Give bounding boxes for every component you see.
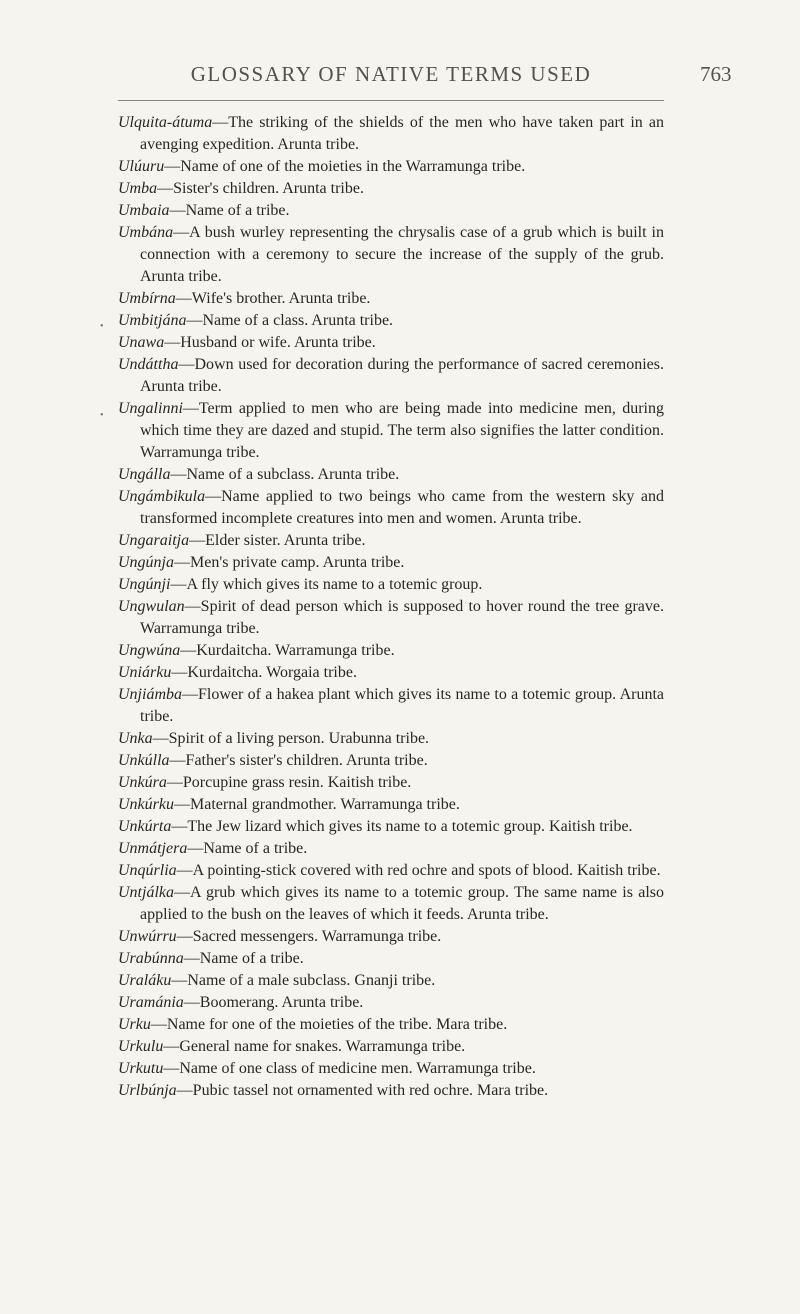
glossary-entry xyxy=(118,772,664,794)
entry-term: Uramánia xyxy=(118,994,184,1011)
glossary-entry xyxy=(118,1058,664,1080)
entry-term: Urabúnna xyxy=(118,950,184,967)
entry-term: Uniárku xyxy=(118,664,172,681)
entry-definition: Men's private camp. Arunta tribe. xyxy=(190,554,405,571)
entry-term: Umbána xyxy=(118,224,174,241)
glossary-entry xyxy=(118,1080,664,1102)
glossary-entry xyxy=(118,574,664,596)
entry-definition: Name of a male subclass. Gnanji tribe. xyxy=(187,972,436,989)
entry-term: Unkúlla xyxy=(118,752,170,769)
glossary-entry xyxy=(118,794,664,816)
entry-dash: — xyxy=(174,554,190,571)
entry-term: Uraláku xyxy=(118,972,172,989)
entry-definition: Flower of a hakea plant which gives its name to a totemic group. Arunta tribe. xyxy=(140,686,664,725)
entry-definition: Name of a subclass. Arunta tribe. xyxy=(186,466,400,483)
entry-dash: — xyxy=(169,752,186,769)
entry-term: Unqúrlia xyxy=(118,862,177,879)
entry-definition: Maternal grandmother. Warramunga tribe. xyxy=(189,796,460,813)
entry-dash: — xyxy=(176,928,193,945)
entry-dash: — xyxy=(170,466,187,483)
entry-dash: — xyxy=(164,334,181,351)
glossary-entry xyxy=(118,816,664,838)
entry-definition: Spirit of dead person which is supposed to hover round the tree grave. Warramunga tribe. xyxy=(140,598,664,637)
glossary-entry xyxy=(118,948,664,970)
entry-dash: — xyxy=(163,1060,180,1077)
entry-definition: Name of a tribe. xyxy=(203,840,308,857)
entry-term: Ungalinni xyxy=(118,400,183,417)
entry-dash: — xyxy=(174,884,190,901)
glossary-entry xyxy=(118,112,664,156)
entry-term: Ulúuru xyxy=(118,158,165,175)
entry-dash: — xyxy=(150,1016,167,1033)
entry-dash: — xyxy=(180,642,197,659)
entry-definition: Father's sister's children. Arunta tribe. xyxy=(185,752,428,769)
entry-dash: — xyxy=(178,356,195,373)
glossary-entry xyxy=(118,596,664,640)
entry-dash: — xyxy=(183,994,200,1011)
entry-definition: Kurdaitcha. Worgaia tribe. xyxy=(187,664,357,681)
entry-dash: — xyxy=(169,202,186,219)
glossary-entry xyxy=(118,552,664,574)
entry-dash: — xyxy=(170,576,187,593)
entry-term: Ungálla xyxy=(118,466,171,483)
entry-dash: — xyxy=(182,400,199,417)
entry-term: Ungwulan xyxy=(118,598,185,615)
entry-term: Umbitjána xyxy=(118,312,187,329)
entry-definition: Term applied to men who are being made into medicine men, during which time they are dazed and stupid. The term also signifies the latter condition. Warramunga tribe. xyxy=(140,400,664,461)
glossary-entry xyxy=(118,684,664,728)
entry-definition: A grub which gives its name to a totemic group. The same name is also applied to the bush on the leaves of which it feeds. Arunta tribe. xyxy=(140,884,664,923)
entry-definition: The Jew lizard which gives its name to a totemic group. Kaitish tribe. xyxy=(187,818,633,835)
glossary-entry xyxy=(118,970,664,992)
glossary-entry xyxy=(118,156,664,178)
entry-dash: — xyxy=(173,224,190,241)
glossary-entry xyxy=(118,464,664,486)
entry-term: Unkúra xyxy=(118,774,167,791)
glossary-entries xyxy=(118,112,664,1102)
entry-dash: — xyxy=(171,664,188,681)
entry-term: Ungámbikula xyxy=(118,488,206,505)
entry-term: Ungúnji xyxy=(118,576,171,593)
glossary-entry xyxy=(118,288,664,310)
entry-dash: — xyxy=(164,158,181,175)
entry-dash: — xyxy=(152,730,169,747)
entry-dash: — xyxy=(166,774,183,791)
glossary-entry xyxy=(118,728,664,750)
entry-dash: — xyxy=(189,532,206,549)
entry-term: Urkutu xyxy=(118,1060,164,1077)
glossary-entry xyxy=(118,398,664,464)
entry-definition: Name of one of the moieties in the Warramunga tribe. xyxy=(180,158,526,175)
header-rule xyxy=(118,100,664,101)
entry-dash: — xyxy=(157,180,174,197)
entry-term: Urkulu xyxy=(118,1038,164,1055)
glossary-entry xyxy=(118,1036,664,1058)
entry-definition: Name applied to two beings who came from the western sky and transformed incomplete creatures into men and women. Arunta tribe. xyxy=(140,488,664,527)
entry-definition: The striking of the shields of the men who have taken part in an avenging expedition. Arunta tribe. xyxy=(140,114,664,153)
entry-definition: Name of a class. Arunta tribe. xyxy=(202,312,394,329)
entry-term: Umbírna xyxy=(118,290,176,307)
entry-definition: Sister's children. Arunta tribe. xyxy=(173,180,364,197)
entry-definition: Name of one class of medicine men. Warramunga tribe. xyxy=(179,1060,536,1077)
entry-definition: Boomerang. Arunta tribe. xyxy=(199,994,364,1011)
entry-definition: Spirit of a living person. Urabunna tribe. xyxy=(168,730,430,747)
entry-dash: — xyxy=(183,950,200,967)
entry-dash: — xyxy=(184,598,201,615)
glossary-entry xyxy=(118,530,664,552)
entry-definition: Name of a tribe. xyxy=(185,202,290,219)
entry-definition: Kurdaitcha. Warramunga tribe. xyxy=(196,642,395,659)
entry-definition: A bush wurley representing the chrysalis case of a grub which is built in connection with a ceremony to secure the increase of the supply of the grub. Arunta tribe. xyxy=(140,224,664,285)
entry-definition: Pubic tassel not ornamented with red ochre. Mara tribe. xyxy=(192,1082,549,1099)
entry-term: Urlbúnja xyxy=(118,1082,177,1099)
entry-dash: — xyxy=(176,1082,193,1099)
glossary-entry xyxy=(118,178,664,200)
entry-definition: Name for one of the moieties of the tribe. Mara tribe. xyxy=(166,1016,508,1033)
entry-definition: Wife's brother. Arunta tribe. xyxy=(191,290,371,307)
entry-term: Urku xyxy=(118,1016,151,1033)
entry-definition: Sacred messengers. Warramunga tribe. xyxy=(192,928,442,945)
entry-term: Ungwúna xyxy=(118,642,181,659)
glossary-entry xyxy=(118,926,664,948)
entry-term: Unwúrru xyxy=(118,928,177,945)
glossary-entry xyxy=(118,1014,664,1036)
entry-term: Undáttha xyxy=(118,356,179,373)
entry-dash: — xyxy=(187,840,204,857)
entry-dash: — xyxy=(186,312,203,329)
entry-term: Unawa xyxy=(118,334,165,351)
entry-term: Ungaraitja xyxy=(118,532,190,549)
glossary-entry xyxy=(118,200,664,222)
glossary-entry xyxy=(118,222,664,288)
page-number: 763 xyxy=(700,62,732,86)
entry-term: Unka xyxy=(118,730,153,747)
entry-dash: — xyxy=(176,862,193,879)
running-head: GLOSSARY OF NATIVE TERMS USED xyxy=(190,62,592,86)
entry-definition: A fly which gives its name to a totemic group. xyxy=(186,576,483,593)
entry-dash: — xyxy=(173,796,190,813)
entry-term: Ulquita-átuma xyxy=(118,114,213,131)
glossary-entry xyxy=(118,662,664,684)
entry-dash: — xyxy=(212,114,229,131)
entry-definition: Elder sister. Arunta tribe. xyxy=(205,532,366,549)
entry-term: Untjálka xyxy=(118,884,174,901)
entry-term: Umba xyxy=(118,180,158,197)
glossary-entry xyxy=(118,640,664,662)
entry-definition: Porcupine grass resin. Kaitish tribe. xyxy=(182,774,412,791)
entry-definition: Husband or wife. Arunta tribe. xyxy=(180,334,376,351)
entry-term: Unkúrta xyxy=(118,818,172,835)
entry-dash: — xyxy=(163,1038,180,1055)
glossary-entry xyxy=(118,838,664,860)
entry-term: Unkúrku xyxy=(118,796,174,813)
glossary-entry xyxy=(118,992,664,1014)
entry-term: Ungúnja xyxy=(118,554,174,571)
glossary-entry xyxy=(118,310,664,332)
entry-definition: Name of a tribe. xyxy=(199,950,304,967)
entry-dash: — xyxy=(175,290,192,307)
entry-term: Umbaia xyxy=(118,202,170,219)
glossary-entry xyxy=(118,750,664,772)
entry-term: Unmátjera xyxy=(118,840,188,857)
glossary-entry xyxy=(118,860,664,882)
glossary-entry xyxy=(118,332,664,354)
entry-definition: A pointing-stick covered with red ochre and spots of blood. Kaitish tribe. xyxy=(192,862,661,879)
entry-dash: — xyxy=(171,972,188,989)
entry-definition: Down used for decoration during the performance of sacred ceremonies. Arunta tribe. xyxy=(140,356,664,395)
glossary-entry xyxy=(118,354,664,398)
glossary-entry xyxy=(118,882,664,926)
glossary-entry xyxy=(118,486,664,530)
entry-term: Unjiámba xyxy=(118,686,182,703)
entry-dash: — xyxy=(171,818,188,835)
entry-dash: — xyxy=(205,488,222,505)
margin-mark: • xyxy=(100,410,104,421)
entry-dash: — xyxy=(182,686,198,703)
entry-definition: General name for snakes. Warramunga tribe. xyxy=(179,1038,466,1055)
margin-mark: • xyxy=(100,321,104,332)
